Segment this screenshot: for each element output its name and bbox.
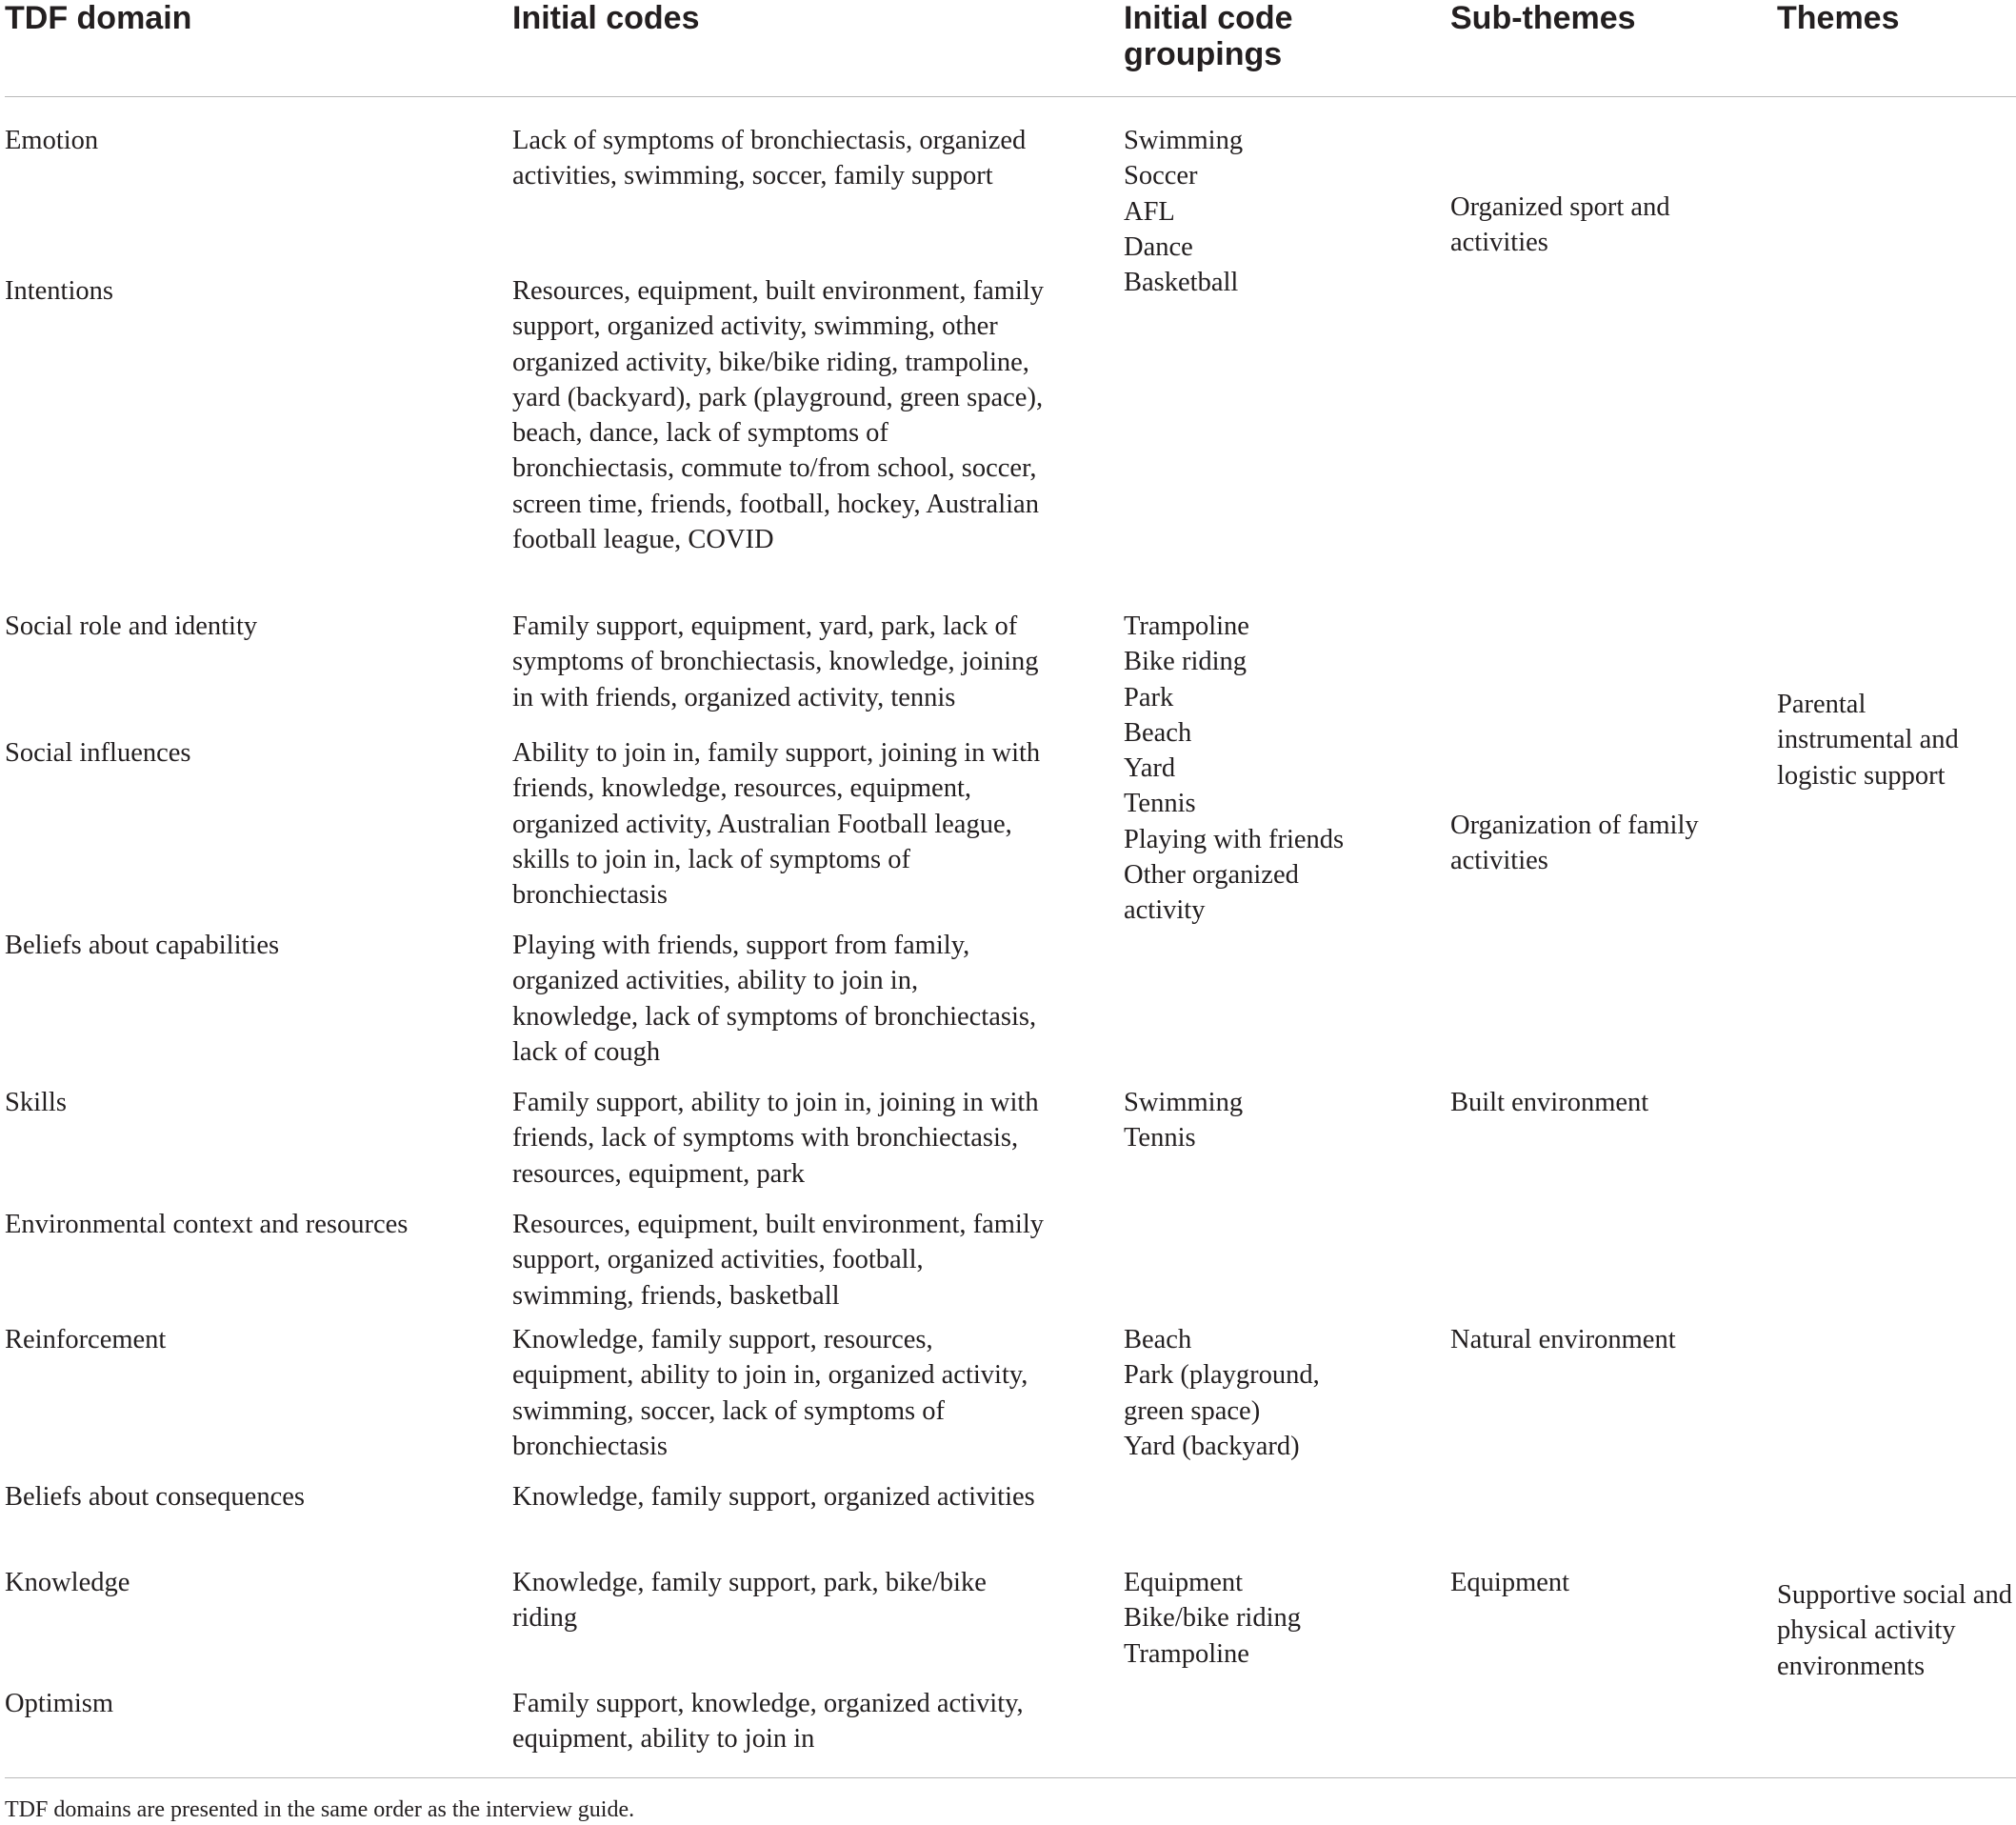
header-initial-code-groupings: Initial code groupings — [1124, 0, 1293, 72]
header-themes: Themes — [1777, 0, 1900, 36]
table-row-domain: Social influences — [5, 738, 191, 768]
subtheme-equipment: Equipment — [1450, 1568, 1570, 1597]
table-row-domain: Skills — [5, 1088, 67, 1117]
subtheme-organized-sport: Organized sport and activities — [1450, 192, 1670, 258]
code-grouping-family-activities: Trampoline Bike riding Park Beach Yard Tennis Playing with friends Other organized activity — [1124, 612, 1345, 926]
table-row-domain: Emotion — [5, 126, 99, 155]
table-row-domain: Knowledge — [5, 1568, 130, 1597]
subtheme-family-activities: Organization of family activities — [1450, 811, 1699, 876]
table-row-domain: Intentions — [5, 276, 113, 306]
theme-supportive-environments: Supportive social and physical activity environments — [1777, 1580, 2012, 1681]
table-row-codes: Knowledge, family support, park, bike/bike riding — [512, 1568, 987, 1634]
header-initial-codes: Initial codes — [512, 0, 700, 36]
table-row-domain: Environmental context and resources — [5, 1210, 409, 1239]
code-grouping-natural-environment: Beach Park (playground, green space) Yard (backyard) — [1124, 1325, 1320, 1461]
table-row-codes: Resources, equipment, built environment, family support, organized activity, swimming, other organized activity, bike/bike riding, trampoline, yard (backyard), park (playground, green space), beach, dance, lack of symptoms of bronchiectasis, commute to/from school, soccer, screen time, friends, football, hockey, Australian football league, COVID — [512, 276, 1045, 555]
bottom-rule — [5, 1777, 2016, 1778]
table-row-codes: Lack of symptoms of bronchiectasis, organized activities, swimming, soccer, family support — [512, 126, 1027, 191]
table-row-codes: Family support, equipment, yard, park, lack of symptoms of bronchiectasis, knowledge, joining in with friends, organized activity, tennis — [512, 612, 1039, 712]
table-row-codes: Family support, knowledge, organized activity, equipment, ability to join in — [512, 1689, 1024, 1755]
header-tdf-domain: TDF domain — [5, 0, 192, 36]
table-row-domain: Social role and identity — [5, 612, 258, 641]
code-grouping-equipment: Equipment Bike/bike riding Trampoline — [1124, 1568, 1302, 1669]
header-rule — [5, 96, 2016, 97]
table-row-domain: Optimism — [5, 1689, 114, 1718]
table-row-codes: Resources, equipment, built environment, family support, organized activities, football, swimming, friends, basketball — [512, 1210, 1045, 1311]
table-row-domain: Beliefs about capabilities — [5, 931, 280, 960]
table-row-codes: Family support, ability to join in, joining in with friends, lack of symptoms with bronchiectasis, resources, equipment, park — [512, 1088, 1039, 1189]
table-row-domain: Beliefs about consequences — [5, 1482, 305, 1512]
table-row-codes: Playing with friends, support from family, organized activities, ability to join in, knowledge, lack of symptoms of bronchiectasis, lack of cough — [512, 931, 1037, 1067]
subtheme-natural-environment: Natural environment — [1450, 1325, 1676, 1354]
code-grouping-built-environment: Swimming Tennis — [1124, 1088, 1244, 1153]
header-sub-themes: Sub-themes — [1450, 0, 1636, 36]
table-footnote: TDF domains are presented in the same order as the interview guide. — [5, 1797, 635, 1822]
theme-parental-support: Parental instrumental and logistic support — [1777, 690, 1959, 791]
table-row-codes: Knowledge, family support, resources, equipment, ability to join in, organized activity, swimming, soccer, lack of symptoms of bronchiectasis — [512, 1325, 1028, 1461]
table-row-codes: Knowledge, family support, organized activities — [512, 1482, 1035, 1512]
subtheme-built-environment: Built environment — [1450, 1088, 1649, 1117]
code-grouping-organized-sport: Swimming Soccer AFL Dance Basketball — [1124, 126, 1244, 298]
table-row-domain: Reinforcement — [5, 1325, 167, 1354]
table-row-codes: Ability to join in, family support, joining in with friends, knowledge, resources, equipment, organized activity, Australian Football league, skills to join in, lack of symptoms of bronchiectasis — [512, 738, 1041, 911]
